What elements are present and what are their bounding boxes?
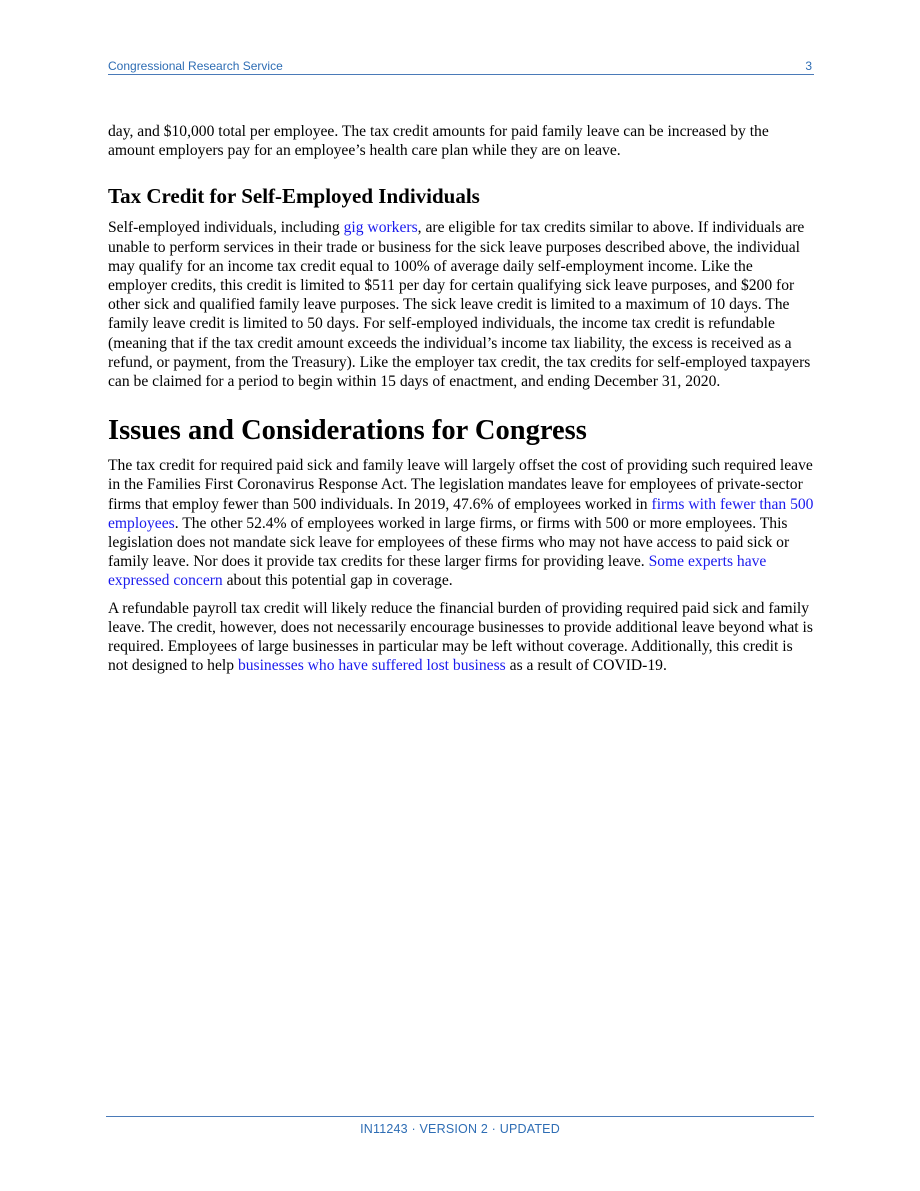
- section-heading-issues: Issues and Considerations for Congress: [108, 415, 587, 447]
- text-run: The tax credit for required paid sick and family leave will largely offset the cost of providing such required leave in the Families First Coronavirus Response Act. The legislation mandates leave for employees of private-sector firms that employ fewer than 500 individuals. In 2019, 47.6% of employees worked in: [108, 457, 813, 513]
- page-number: 3: [805, 59, 812, 73]
- continued-paragraph-text: day, and $10,000 total per employee. The tax credit amounts for paid family leave can be increased by the amount employers pay for an employee’s health care plan while they are on leave.: [108, 123, 769, 160]
- text-run: . The other 52.4% of employees worked in large firms, or firms with 500 or more employees. This legislation does not mandate sick leave for employees of these firms who may not have access to paid sick or family leave. Nor does it provide tax credits for these larger firms for providing leave.: [108, 514, 790, 571]
- experts-concern-link[interactable]: Some experts have expressed concern: [108, 553, 767, 590]
- page-header: [108, 58, 814, 75]
- text-run: as a result of COVID-19.: [505, 657, 667, 675]
- issues-paragraph-1: [108, 456, 814, 590]
- section-heading-self-employed: Tax Credit for Self-Employed Individuals: [108, 184, 480, 209]
- issues-paragraph-2: [108, 599, 814, 676]
- continued-paragraph: [108, 122, 814, 160]
- firms-fewer-500-link[interactable]: firms with fewer than 500 employees: [108, 495, 814, 532]
- text-run: about this potential gap in coverage.: [222, 572, 453, 590]
- footer-text: IN11243 · VERSION 2 · UPDATED: [360, 1122, 560, 1136]
- header-org: Congressional Research Service: [108, 59, 283, 73]
- text-run: Self-employed individuals, including: [108, 219, 344, 237]
- lost-business-link[interactable]: businesses who have suffered lost business: [237, 657, 506, 675]
- self-employed-paragraph: [108, 218, 814, 391]
- page-content: [108, 122, 814, 675]
- text-run: A refundable payroll tax credit will likely reduce the financial burden of providing required paid sick and family leave. The credit, however, does not necessarily encourage businesses to provide additional leave beyond what is required. Employees of large businesses in particular may be left without coverage. Additionally, this credit is not designed to help: [108, 599, 813, 675]
- page-footer: [106, 1116, 814, 1136]
- text-run: , are eligible for tax credits similar to above. If individuals are unable to perform services in their trade or business for the sick leave purposes described above, the individual may qualify for an income tax credit equal to 100% of average daily self-employment income. Like the employer credits, this credit is limited to $511 per day for certain qualifying sick leave purposes, and $200 for other sick and qualified family leave purposes. The sick leave credit is limited to a maximum of 10 days. The family leave credit is limited to 50 days. For self-employed individuals, the income tax credit is refundable (meaning that if the tax credit amount exceeds the individual’s income tax liability, the excess is received as a refund, or payment, from the Treasury). Like the employer tax credit, the tax credits for self-employed taxpayers can be claimed for a period to begin within 15 days of enactment, and ending December 31, 2020.: [108, 219, 811, 391]
- gig-workers-link[interactable]: gig workers: [343, 219, 418, 237]
